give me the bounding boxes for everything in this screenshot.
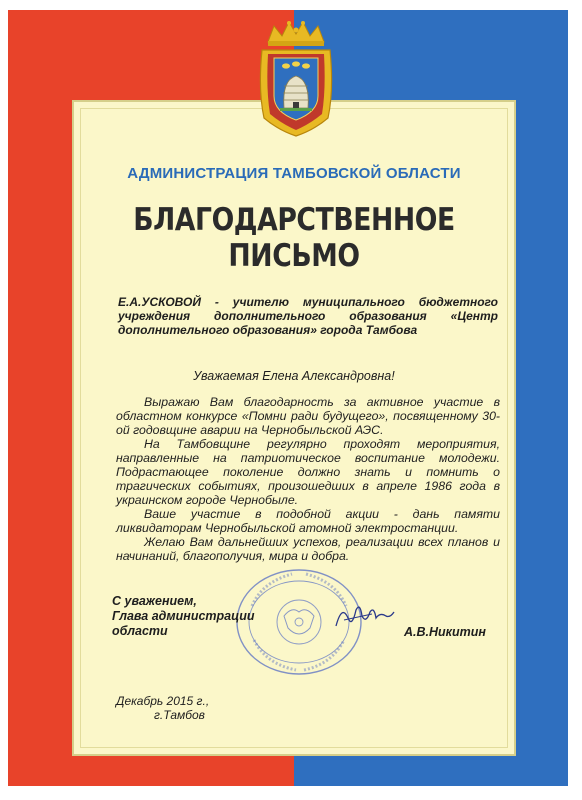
body-paragraph-2: На Тамбовщине регулярно проходят мероприятия, направленные на патриотическое воспитание молодежи. Подрастающее поколение должно знать и помнить о трагических событиях, произошедших в апреле 1986 года в украинском городе Чернобыле. (116, 437, 500, 507)
date-block (116, 694, 276, 722)
recipient-block: Е.А.УСКОВОЙ - учителю муниципального бюджетного учреждения дополнительного образования «Центр дополнительного образования» города Тамбова (118, 295, 498, 337)
date-line: Декабрь 2015 г., (116, 694, 210, 708)
letter-body (116, 395, 500, 563)
signatory-name: А.В.Никитин (404, 625, 486, 639)
tambov-coat-of-arms-icon (254, 20, 338, 138)
signature-position-block (112, 594, 272, 639)
body-paragraph-3: Ваше участие в подобной акции - дань памяти ликвидаторам Чернобыльской атомной электростанции. (116, 507, 500, 535)
signatory-title: Глава администрации (112, 609, 255, 623)
closing-phrase: С уважением, (112, 594, 197, 608)
administration-heading: АДМИНИСТРАЦИЯ ТАМБОВСКОЙ ОБЛАСТИ (127, 165, 461, 182)
handwritten-signature-icon (332, 598, 398, 632)
body-paragraph-4: Желаю Вам дальнейших успехов, реализации всех планов и начинаний, благополучия, мира и добра. (116, 535, 500, 563)
city-line: г.Тамбов (154, 708, 205, 722)
greeting: Уважаемая Елена Александровна! (193, 369, 395, 383)
body-paragraph-1: Выражаю Вам благодарность за активное участие в областном конкурсе «Помни ради будущего», посвященному 30-ой годовщине аварии на Чернобыльской АЭС. (116, 395, 500, 437)
document-title: БЛАГОДАРСТВЕННОЕ ПИСЬМО (133, 202, 455, 274)
signatory-title-cont: области (112, 624, 168, 638)
